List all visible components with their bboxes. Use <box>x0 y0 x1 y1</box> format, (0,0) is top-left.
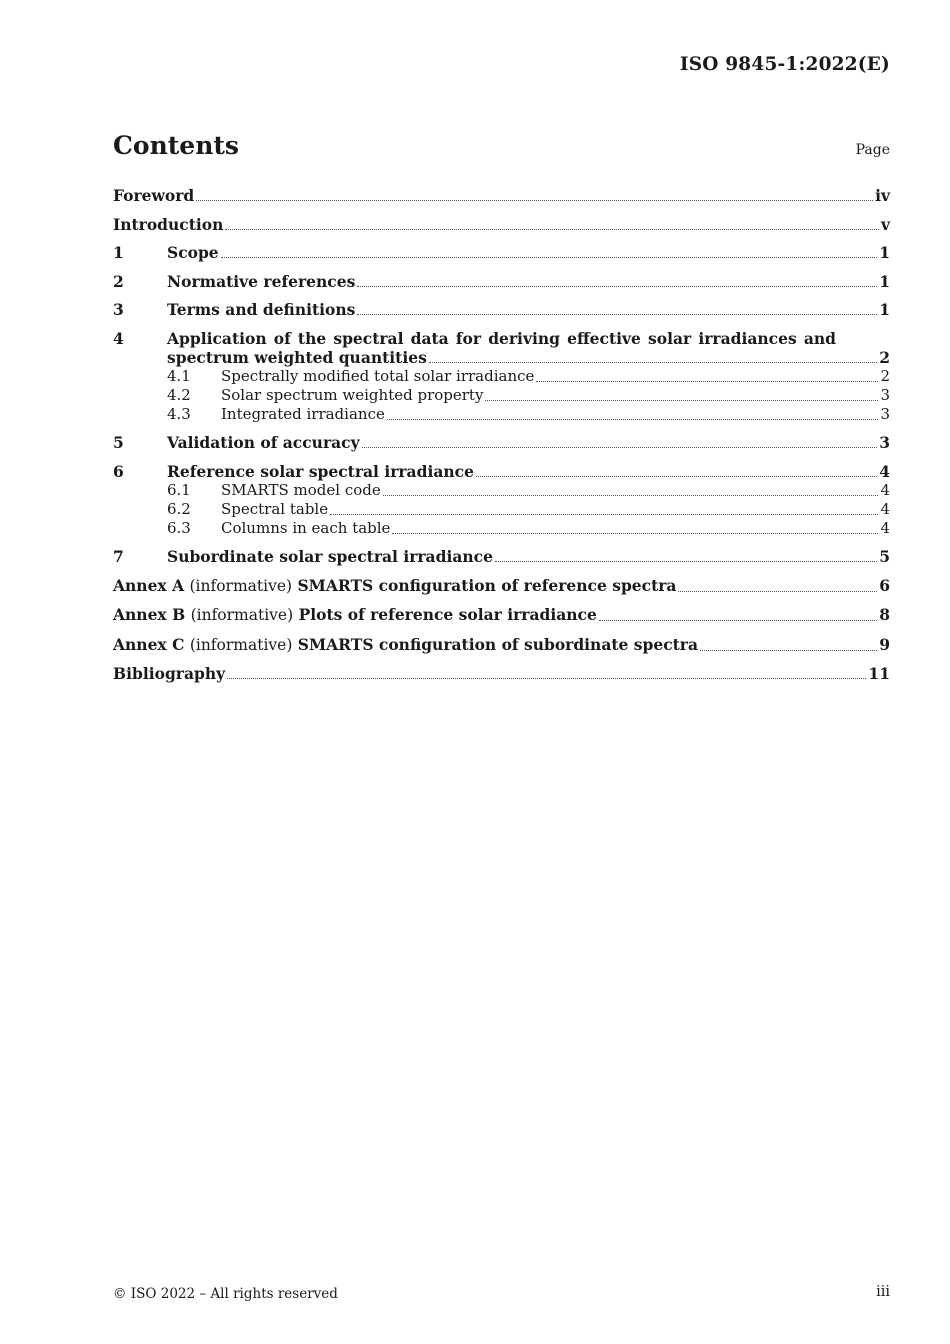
toc-title: Integrated irradiance <box>221 404 385 423</box>
toc-title: SMARTS configuration of subordinate spectra <box>297 634 699 654</box>
section-number: 4 <box>113 328 124 348</box>
toc-title: Scope <box>167 243 219 262</box>
toc-entry-annex-c[interactable] <box>113 635 890 655</box>
section-number: 3 <box>113 300 124 319</box>
dot-leader <box>678 590 877 592</box>
toc-page: 1 <box>879 300 890 319</box>
toc-title: Normative references <box>167 271 356 291</box>
dot-leader <box>387 418 879 420</box>
toc-entry-terms-and-definitions[interactable] <box>113 300 890 319</box>
toc-page: 4 <box>880 499 890 518</box>
subsection-number: 6.1 <box>167 480 191 499</box>
dot-leader <box>476 475 877 477</box>
toc-page: v <box>880 214 890 234</box>
dot-leader <box>700 649 877 651</box>
document-id: ISO 9845-1:2022(E) <box>679 54 890 75</box>
annex-label: Annex C <box>113 634 185 654</box>
toc-title: Spectrally modified total solar irradiance <box>221 366 535 385</box>
toc-page: 4 <box>879 461 890 481</box>
toc-page: 4 <box>880 518 890 537</box>
toc-subentry[interactable] <box>113 519 890 538</box>
section-number: 5 <box>113 433 124 452</box>
toc-title: Spectral table <box>221 499 329 518</box>
footer-copyright: © ISO 2022 – All rights reserved <box>113 1286 338 1302</box>
subsection-number: 6.2 <box>167 499 191 518</box>
subsection-number: 4.3 <box>167 404 191 423</box>
annex-label: Annex B <box>113 605 186 624</box>
toc-entry-validation-of-accuracy[interactable] <box>113 433 890 452</box>
subsection-number: 4.1 <box>167 366 191 385</box>
toc-title: Terms and definitions <box>167 300 356 319</box>
annex-kind: (informative) <box>189 576 293 595</box>
dot-leader <box>357 285 877 287</box>
toc-subentry[interactable] <box>113 367 890 386</box>
toc-title: Validation of accuracy <box>167 433 360 452</box>
toc-entry-bibliography[interactable] <box>113 664 890 683</box>
toc-entry-subordinate-solar-spectral-irradiance[interactable] <box>113 547 890 566</box>
toc-page: 4 <box>880 480 890 499</box>
dot-leader <box>392 532 878 534</box>
toc-title: Reference solar spectral irradiance <box>167 461 474 481</box>
dot-leader <box>362 446 878 448</box>
subsection-number: 6.3 <box>167 518 191 537</box>
toc-entry-normative-references[interactable] <box>113 272 890 291</box>
dot-leader <box>485 399 878 401</box>
toc-title: Introduction <box>113 214 224 234</box>
dot-leader <box>599 619 877 621</box>
section-number: 6 <box>113 461 124 481</box>
toc-page: 1 <box>879 243 890 262</box>
footer-page-number: iii <box>876 1284 890 1300</box>
section-number: 1 <box>113 243 124 262</box>
toc-title: Foreword <box>113 186 195 205</box>
toc-title: Solar spectrum weighted property <box>221 385 484 404</box>
dot-leader <box>429 361 877 363</box>
contents-title: Contents <box>113 131 240 160</box>
dot-leader <box>357 313 877 315</box>
toc-title-line-1: Application of the spectral data for deriving effective solar irradiances and <box>167 328 836 348</box>
toc-title: SMARTS configuration of reference spectra <box>297 575 677 595</box>
toc-title-line-2: spectrum weighted quantities <box>167 347 427 367</box>
toc-page: 6 <box>879 575 890 595</box>
dot-leader <box>495 560 877 562</box>
dot-leader <box>227 677 866 679</box>
table-of-contents <box>113 186 890 683</box>
annex-kind: (informative) <box>189 635 293 654</box>
toc-page: 1 <box>879 271 890 291</box>
toc-page: 11 <box>868 664 890 683</box>
toc-entry-introduction[interactable] <box>113 215 890 234</box>
section-number: 2 <box>113 271 124 291</box>
toc-subentry[interactable] <box>113 500 890 519</box>
toc-title: SMARTS model code <box>221 480 381 499</box>
dot-leader <box>536 380 878 382</box>
toc-page: iv <box>875 186 890 205</box>
page-column-label: Page <box>855 142 890 158</box>
toc-title: Plots of reference solar irradiance <box>298 605 597 624</box>
toc-subentry[interactable] <box>113 405 890 424</box>
toc-entry-annex-b[interactable] <box>113 605 890 625</box>
toc-page: 3 <box>880 385 890 404</box>
dot-leader <box>196 199 873 201</box>
toc-subentry[interactable] <box>113 481 890 500</box>
subsection-number: 4.2 <box>167 385 191 404</box>
dot-leader <box>383 494 879 496</box>
toc-page: 9 <box>879 634 890 654</box>
toc-entry-application[interactable] <box>113 329 890 367</box>
toc-page: 2 <box>880 366 890 385</box>
toc-entry-annex-a[interactable] <box>113 576 890 596</box>
annex-kind: (informative) <box>190 606 294 624</box>
dot-leader <box>225 228 879 230</box>
toc-title: Subordinate solar spectral irradiance <box>167 547 493 566</box>
toc-title: Columns in each table <box>221 518 391 537</box>
toc-page: 2 <box>879 347 890 367</box>
toc-title: Bibliography <box>113 664 226 683</box>
section-number: 7 <box>113 547 124 566</box>
toc-page: 3 <box>880 404 890 423</box>
toc-page: 5 <box>879 547 890 566</box>
toc-entry-foreword[interactable] <box>113 186 890 205</box>
toc-entry-scope[interactable] <box>113 243 890 262</box>
dot-leader <box>330 513 878 515</box>
toc-page: 3 <box>879 433 890 452</box>
toc-subentry[interactable] <box>113 386 890 405</box>
toc-page: 8 <box>879 605 890 624</box>
toc-entry-reference-solar-spectral-irradiance[interactable] <box>113 462 890 481</box>
annex-label: Annex A <box>113 575 185 595</box>
dot-leader <box>221 256 878 258</box>
